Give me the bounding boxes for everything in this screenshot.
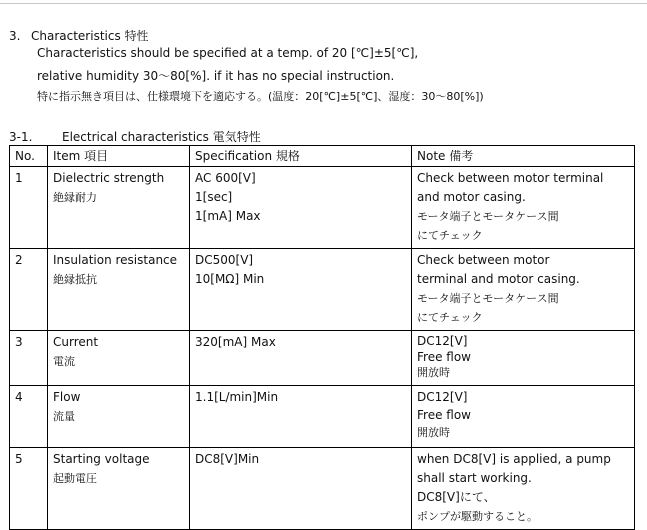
cell-item: [48, 331, 190, 386]
cell-note: [412, 167, 635, 249]
subsection-number: 3-1.: [9, 130, 33, 144]
cell-item: [48, 167, 190, 249]
cell-note: [412, 448, 635, 530]
cell-spec: [190, 249, 412, 331]
note-line: Free flow: [417, 408, 471, 422]
condition-line-jp: 特に指示無き項目は、仕様環境下を適応する。(温度：20[℃]±5[℃]、湿度：30～80[%]): [37, 90, 484, 103]
item-jp: 絶縁耐力: [53, 191, 97, 204]
section-heading: [9, 27, 149, 44]
item-en: Starting voltage: [53, 452, 150, 466]
cell-item: [48, 386, 190, 448]
table-row: [10, 331, 635, 386]
cell-note: [412, 249, 635, 331]
subsection-title: Electrical characteristics 電気特性: [62, 130, 261, 144]
subsection-heading: [9, 128, 261, 145]
spec-line: AC 600[V]: [195, 171, 256, 185]
cell-no: 1: [10, 167, 48, 249]
header-note: Note 備考: [412, 146, 635, 167]
spec-line: 1.1[L/min]Min: [195, 390, 279, 404]
header-specification: Specification 規格: [190, 146, 412, 167]
cell-note: [412, 386, 635, 448]
cell-no: 3: [10, 331, 48, 386]
table-row: [10, 249, 635, 331]
note-line: Check between motor terminal: [417, 171, 604, 185]
spec-line: 1[sec]: [195, 190, 233, 204]
item-jp: 電流: [53, 355, 75, 368]
note-line: モータ端子とモータケース間: [417, 210, 559, 223]
note-line: when DC8[V] is applied, a pump: [417, 452, 611, 466]
table-row: [10, 448, 635, 530]
note-line: ポンプが駆動すること。: [417, 510, 538, 523]
note-line: and motor casing.: [417, 190, 526, 204]
item-en: Insulation resistance: [53, 253, 178, 267]
item-jp: 起動電圧: [53, 472, 97, 485]
note-line: にてチェック: [417, 229, 483, 242]
cell-no: 2: [10, 249, 48, 331]
item-jp: 流量: [53, 410, 75, 423]
note-line: terminal and motor casing.: [417, 272, 580, 286]
item-en: Current: [53, 335, 99, 349]
note-line: DC12[V]: [417, 334, 468, 348]
cell-spec: [190, 167, 412, 249]
cell-item: [48, 249, 190, 331]
electrical-characteristics-table: [9, 145, 635, 530]
spec-line: 10[MΩ] Min: [195, 272, 265, 286]
note-line: shall start working.: [417, 471, 532, 485]
spec-line: 320[mA] Max: [195, 335, 276, 349]
note-line: Free flow: [417, 350, 471, 364]
table-header-row: [10, 146, 635, 167]
condition-line-en-1: Characteristics should be specified at a temp. of 20 [℃]±5[℃],: [37, 46, 419, 60]
section-title: Characteristics 特性: [31, 29, 149, 43]
note-line: DC8[V]にて、: [417, 490, 496, 504]
header-no: No.: [10, 146, 48, 167]
note-line: Check between motor: [417, 253, 550, 267]
item-jp: 絶縁抵抗: [53, 273, 97, 286]
header-item: Item 項目: [48, 146, 190, 167]
top-rule: [0, 3, 647, 4]
item-en: Dielectric strength: [53, 171, 165, 185]
table-row: [10, 386, 635, 448]
cell-spec: [190, 448, 412, 530]
section-number: 3.: [9, 29, 21, 43]
note-line: にてチェック: [417, 311, 483, 324]
cell-no: 5: [10, 448, 48, 530]
cell-no: 4: [10, 386, 48, 448]
spec-line: DC500[V]: [195, 253, 254, 267]
note-line: モータ端子とモータケース間: [417, 292, 559, 305]
item-en: Flow: [53, 390, 81, 404]
condition-line-en-2: relative humidity 30～80[%]. if it has no special instruction.: [37, 69, 395, 83]
spec-line: 1[mA] Max: [195, 209, 261, 223]
note-line: 開放時: [417, 366, 450, 379]
note-line: 開放時: [417, 426, 450, 439]
cell-spec: [190, 386, 412, 448]
cell-spec: [190, 331, 412, 386]
cell-note: [412, 331, 635, 386]
spec-line: DC8[V]Min: [195, 452, 260, 466]
table-row: [10, 167, 635, 249]
cell-item: [48, 448, 190, 530]
note-line: DC12[V]: [417, 390, 468, 404]
